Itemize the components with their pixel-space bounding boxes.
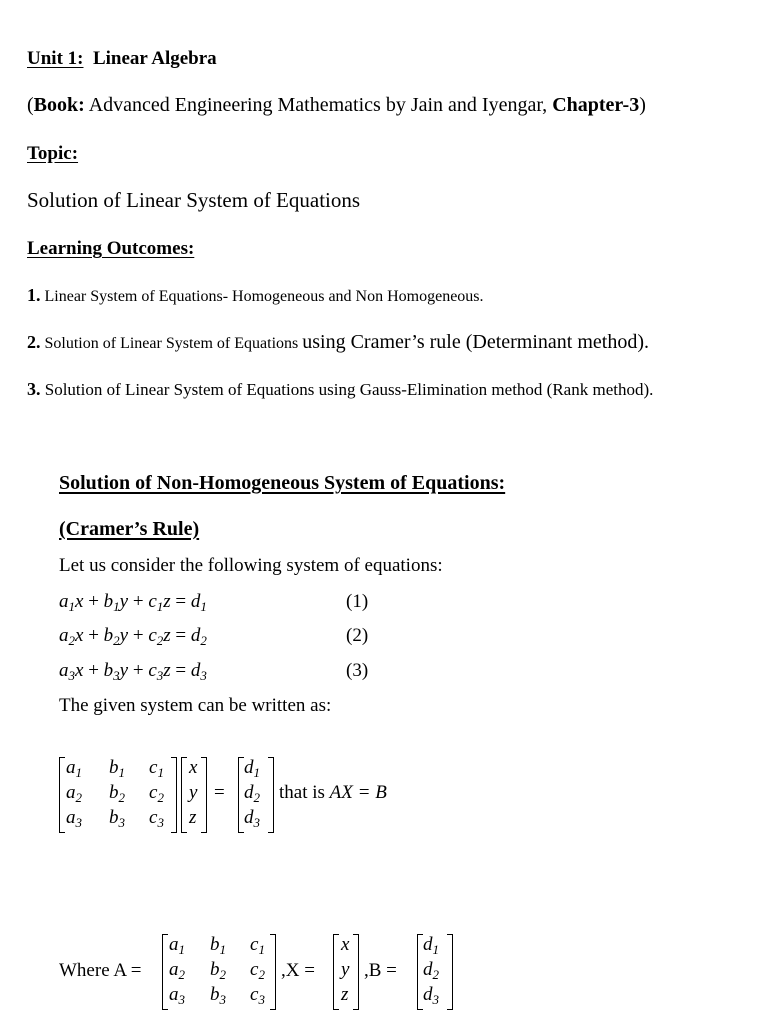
chapter-label: Chapter-3 (552, 94, 640, 116)
b-label: ,B = (364, 960, 397, 981)
matrix-a: $a_1$ $b_1$ $c_1$ $a_2$ $b_2$ $c_2$ $a_3$ $b_3$ $c_3$ (162, 934, 276, 1010)
unit-heading (27, 48, 217, 70)
equation-2-number: (2) (346, 625, 369, 646)
book-reference (27, 94, 646, 117)
vector-b: $d_1$ $d_2$ $d_3$ (417, 934, 453, 1010)
topic-label: Topic: (27, 143, 79, 164)
outcome-text-small: Solution of Linear System of Equations (40, 335, 303, 352)
outcome-text-large: using Cramer’s rule (Determinant method). (302, 331, 650, 353)
that-is-text: that is AX = B (279, 782, 387, 803)
outcome-text: Solution of Linear System of Equations using Gauss-Elimination method (Rank method). (40, 380, 654, 399)
outcome-item-1 (27, 285, 484, 306)
section-subtitle: (Cramer’s Rule) (59, 518, 200, 540)
equation-2: $a_2x + b_2y + c_2z = d_2$ (59, 625, 207, 648)
topic-text: Solution of Linear System of Equations (27, 188, 361, 212)
equation-1-number: (1) (346, 591, 369, 612)
vector-x: x y z (333, 934, 359, 1010)
equation-3: $a_3x + b_3y + c_3z = d_3$ (59, 660, 207, 683)
unit-label: Unit 1: (27, 48, 84, 69)
section-title: Solution of Non-Homogeneous System of Equations: (59, 472, 506, 494)
outcome-number: 2. (27, 332, 41, 352)
outcome-number: 1. (27, 285, 41, 305)
x-label: ,X = (281, 960, 315, 981)
written-as-text: The given system can be written as: (59, 695, 332, 716)
unit-title: Linear Algebra (92, 48, 217, 69)
where-a-label: Where A = (59, 960, 142, 981)
outcome-item-2 (27, 331, 649, 354)
coefficient-matrix: $a_1$ $b_1$ $c_1$ $a_2$ $b_2$ $c_2$ $a_3$ $b_3$ $c_3$ (59, 757, 177, 833)
outcome-item-3 (27, 379, 653, 400)
book-open-paren: ( (27, 94, 34, 116)
outcome-number: 3. (27, 379, 41, 399)
section-intro: Let us consider the following system of equations: (59, 555, 443, 576)
book-close-paren: ) (639, 94, 646, 116)
outcome-text: Linear System of Equations- Homogeneous and Non Homogeneous. (40, 288, 484, 305)
constant-vector: $d_1$ $d_2$ $d_3$ (238, 757, 274, 833)
equals-sign: = (214, 782, 225, 803)
book-label: Book: (33, 94, 85, 116)
book-text: Advanced Engineering Mathematics by Jain and Iyengar, (84, 94, 553, 116)
equation-3-number: (3) (346, 660, 369, 681)
variable-vector: x y z (181, 757, 207, 833)
equation-1: $a_1x + b_1y + c_1z = d_1$ (59, 591, 207, 614)
learning-outcomes-label: Learning Outcomes: (27, 238, 195, 259)
